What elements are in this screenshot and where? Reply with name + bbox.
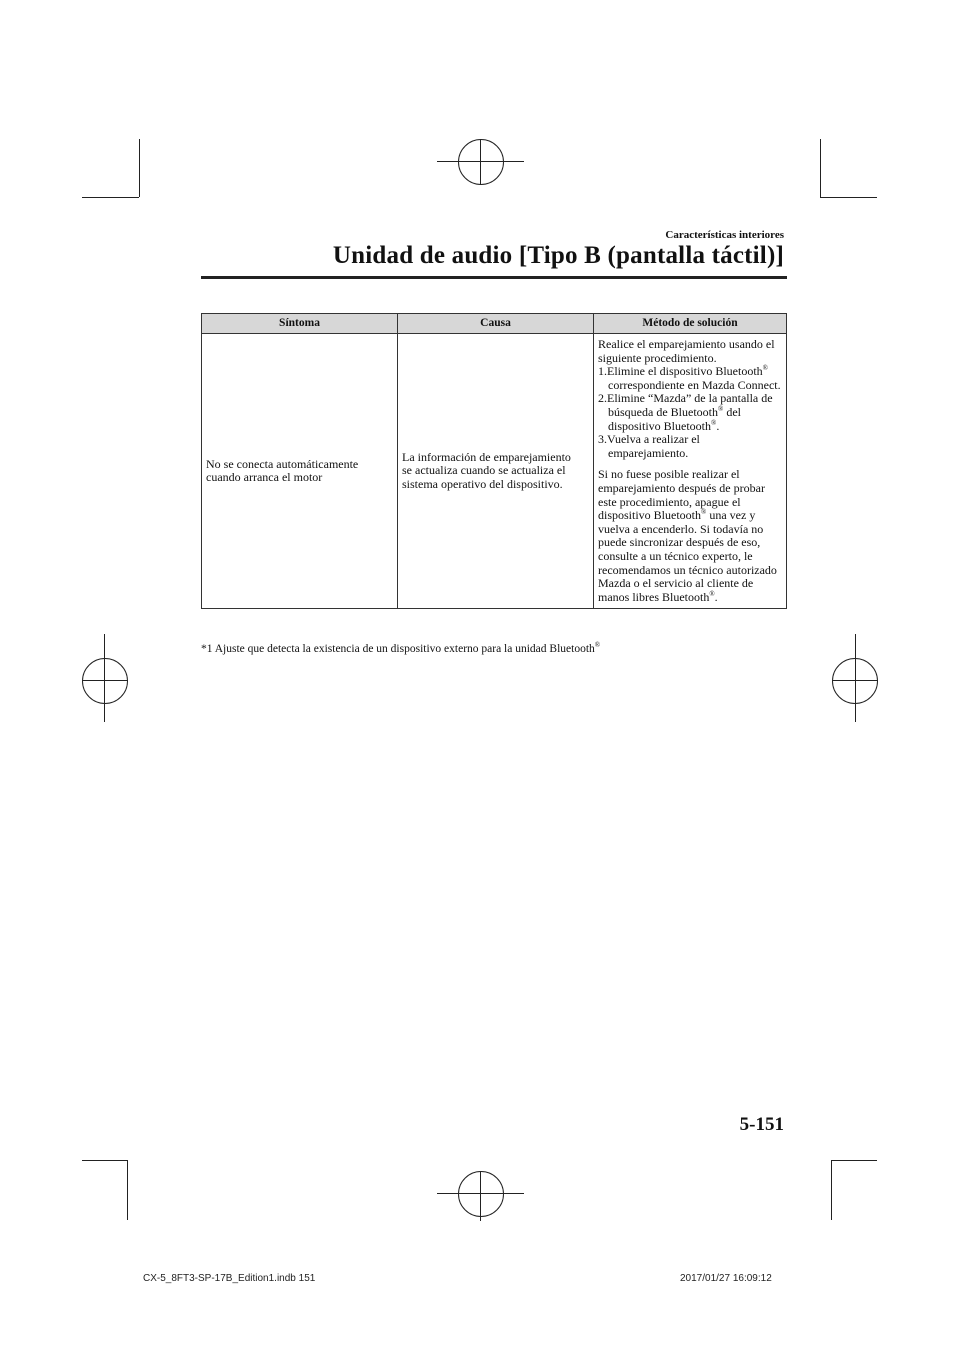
crop-mark [480,139,481,185]
registered-mark: ® [762,364,768,373]
table-header-row [202,314,787,334]
crop-mark [480,1171,481,1221]
solution-intro-line: siguiente procedimiento. [598,350,717,365]
solution-step [598,392,782,433]
registered-mark: ® [594,641,601,649]
registered-mark: ® [701,508,707,517]
crop-mark [831,1160,877,1161]
column-header-solution: Método de solución [594,314,787,334]
crop-mark [82,197,139,198]
outro-text: Si no fuese posible realizar el emparejamiento después de probar este procedimiento, apague el dispositivo Bluetooth [598,467,765,523]
step-text: del dispositivo Bluetooth [608,404,741,433]
step-number: 2. [598,391,607,406]
crop-mark [820,139,821,197]
solution-step [598,433,782,460]
solution-outro [598,468,782,604]
imprint-file: CX-5_8FT3-SP-17B_Edition1.indb 151 [143,1273,316,1284]
registered-mark: ® [709,589,715,598]
footnote [201,643,600,655]
registration-mark-icon [458,139,504,185]
symptom-line: No se conecta automáticamente [206,456,359,471]
solution-cell [594,334,787,609]
crop-mark [820,197,877,198]
cause-cell [398,334,594,609]
title-divider [201,276,787,279]
crop-mark [855,634,856,722]
footnote-text: *1 Ajuste que detecta la existencia de un dispositivo externo para la unidad Bluetooth [201,643,595,655]
imprint-timestamp: 2017/01/27 16:09:12 [680,1273,772,1284]
column-header-symptom: Síntoma [202,314,398,334]
symptom-cell [202,334,398,609]
crop-mark [139,139,140,197]
step-text: Elimine el dispositivo Bluetooth [607,364,763,379]
step-text: Vuelva a realizar el emparejamiento. [607,432,700,460]
cause-line: sistema operativo del dispositivo. [402,476,563,491]
step-text: correspondiente en Mazda Connect. [608,377,781,392]
table-row [202,334,787,609]
registered-mark: ® [717,404,724,413]
registration-mark-icon [458,1171,504,1217]
solution-step [598,365,782,392]
step-number: 3. [598,432,607,447]
column-header-cause: Causa [398,314,594,334]
crop-mark [82,1160,127,1161]
step-number: 1. [598,364,607,379]
cause-line: se actualiza cuando se actualiza el [402,463,566,478]
page-title: Unidad de audio [Tipo B (pantalla táctil)] [332,242,784,269]
step-text: Elimine “Mazda” de la pantalla de búsqueda de Bluetooth [607,391,773,419]
page-number: 5-151 [739,1114,784,1135]
section-label: Características interiores [665,229,784,241]
troubleshooting-table [201,313,787,609]
outro-text: una vez y vuelva a encenderlo. Si todavía no puede sincronizar después de eso, consulte a un técnico experto, le recomendamos un técnico autorizado Mazda o el servicio al cliente de manos libres Bluetooth [598,508,777,604]
cause-line: La información de emparejamiento [402,449,571,464]
crop-mark [104,634,105,722]
registered-mark: ® [711,418,717,427]
registration-mark-icon [82,658,128,704]
crop-mark [831,1160,832,1220]
crop-mark [82,680,128,681]
crop-mark [127,1160,128,1220]
solution-steps [598,365,782,460]
solution-intro-line: Realice el emparejamiento usando el [598,337,775,351]
solution-intro [598,338,782,365]
step-text: . [716,418,720,433]
outro-text: . [714,589,718,604]
symptom-line: cuando arranca el motor [206,470,323,485]
